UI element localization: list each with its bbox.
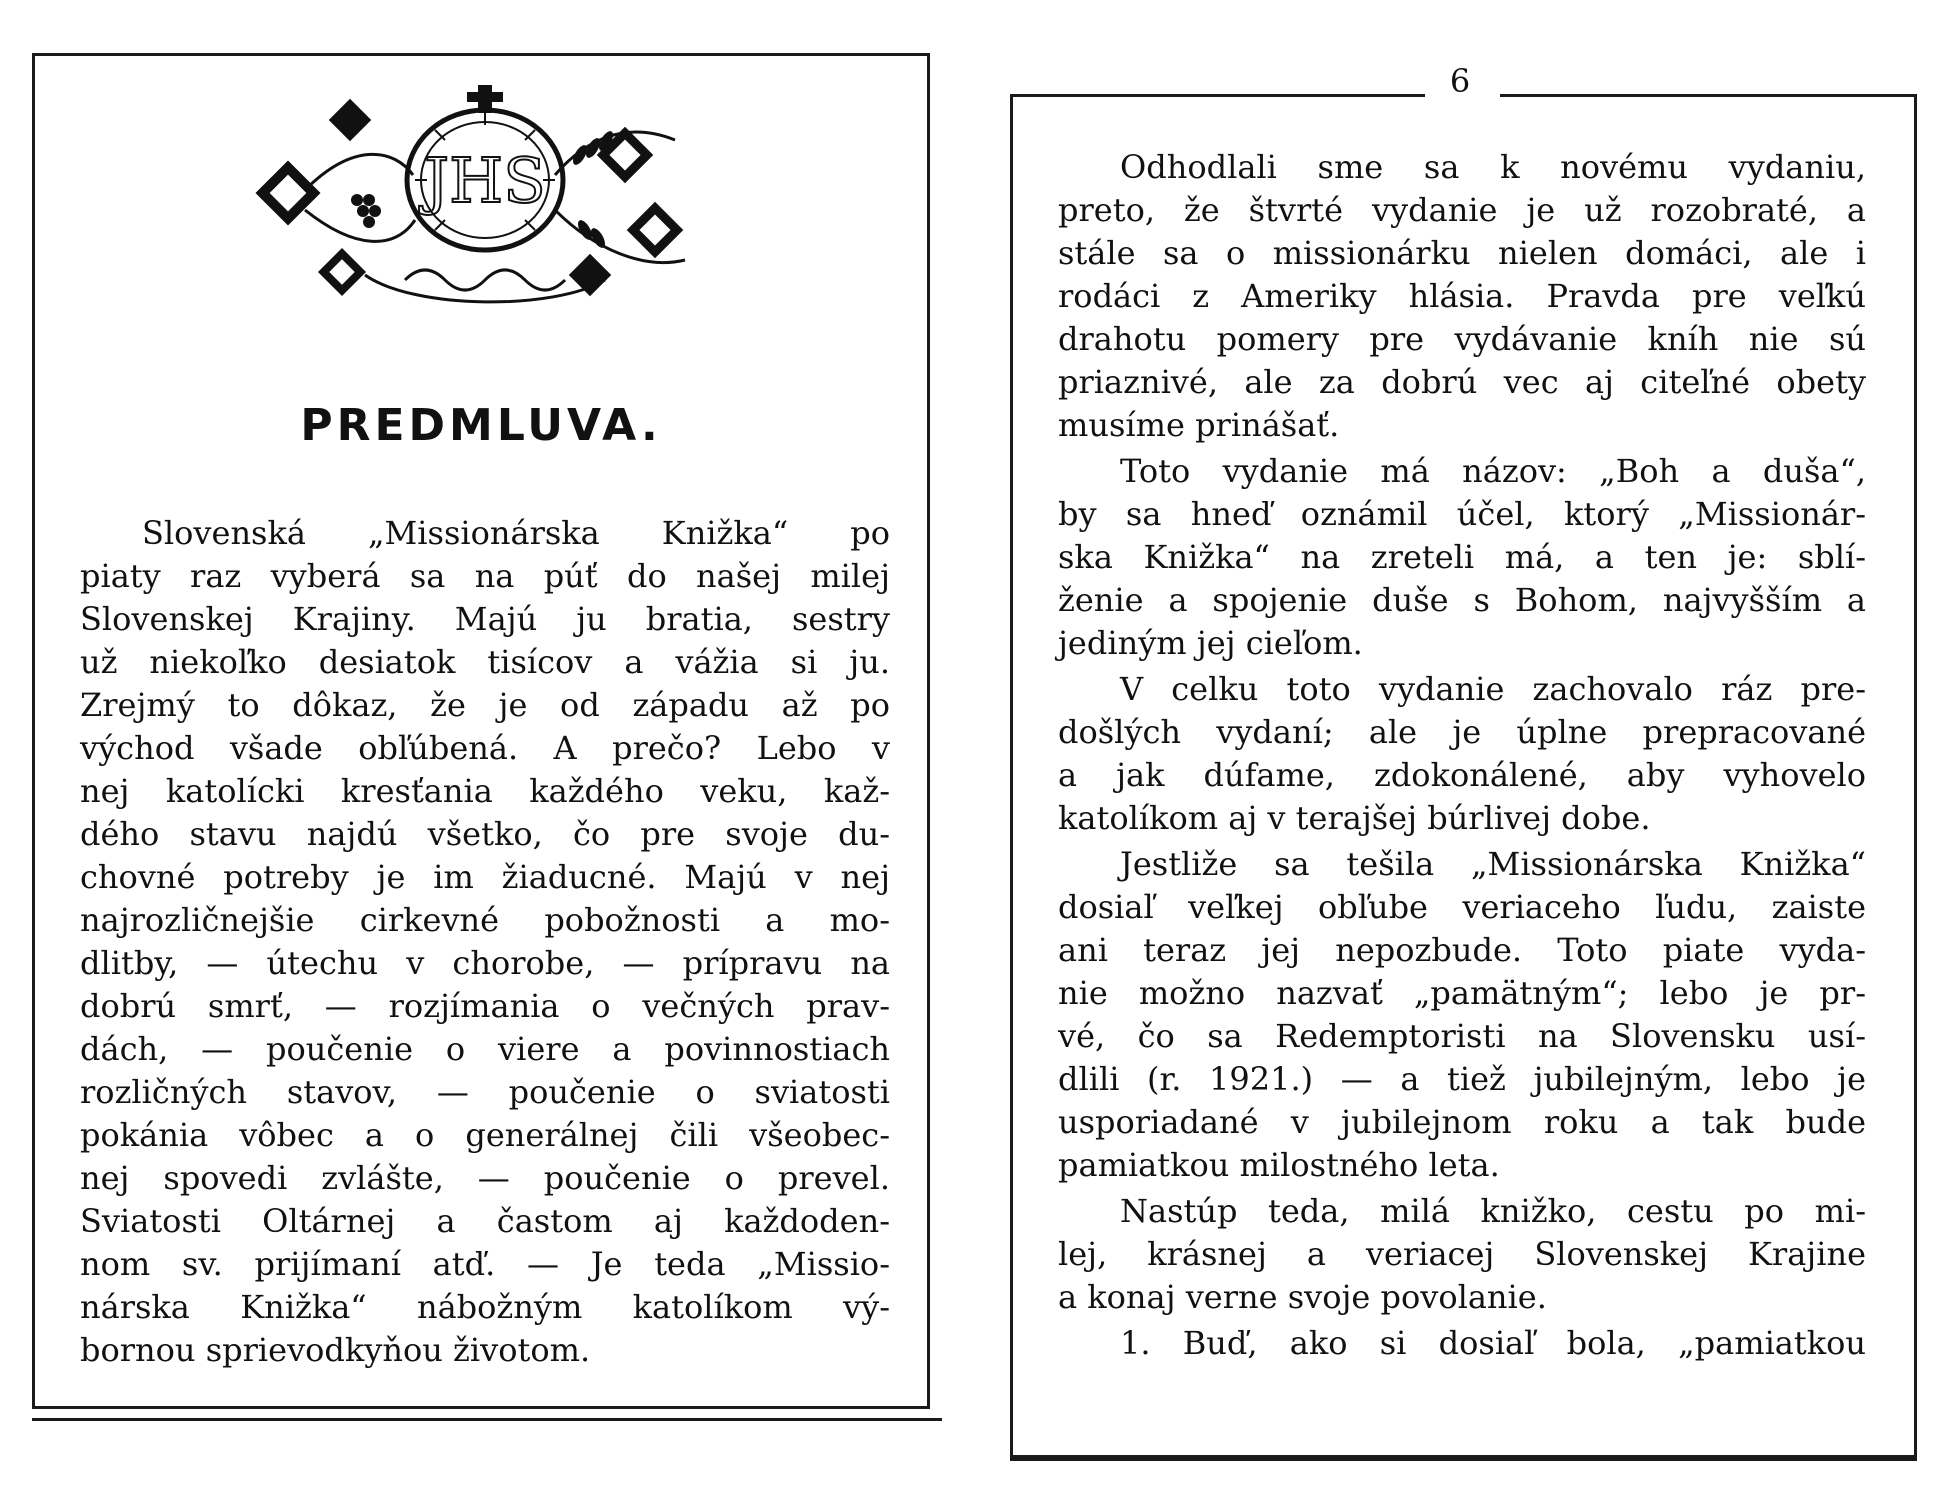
- text-line: bornou sprievodkyňou životom.: [80, 1331, 591, 1369]
- text-line: ani teraz jej nepozbude. Toto piate vyda-: [1058, 931, 1866, 969]
- text-line: stále sa o missionárku nielen domáci, ale i: [1058, 234, 1866, 272]
- text-line: katolíkom aj v terajšej búrlivej dobe.: [1058, 799, 1651, 837]
- jhs-ornament-icon: [245, 80, 725, 320]
- text-line: a jak dúfame, zdokonálené, aby vyhovelo: [1058, 756, 1866, 794]
- text-line: východ všade obľúbená. A prečo? Lebo v: [80, 729, 890, 767]
- text-line: nárska Knižka“ nábožným katolíkom vý-: [80, 1288, 890, 1326]
- text-line: nej spovedi zvlášte, — poučenie o prevel.: [80, 1159, 890, 1197]
- text-line: rozličných stavov, — poučenie o sviatosti: [80, 1073, 890, 1111]
- ornament-monogram: JHS: [424, 144, 546, 217]
- text-line: Zrejmý to dôkaz, že je od západu až po: [80, 686, 890, 724]
- text-line: usporiadané v jubilejnom roku a tak bude: [1058, 1103, 1866, 1141]
- text-line: dosiaľ veľkej obľube veriaceho ľudu, zaiste: [1058, 888, 1866, 926]
- text-line: už niekoľko desiatok tisícov a vážia si ju.: [80, 643, 890, 681]
- text-line: 1. Buď, ako si dosiaľ bola, „pamiatkou: [1120, 1324, 1866, 1362]
- page-number: 6: [1449, 62, 1471, 100]
- text-line: rodáci z Ameriky hlásia. Pravda pre veľkú: [1058, 277, 1866, 315]
- text-line: pamiatkou milostného leta.: [1058, 1146, 1500, 1184]
- text-line: musíme prinášať.: [1058, 406, 1340, 444]
- text-line: Odhodlali sme sa k novému vydaniu,: [1120, 148, 1866, 186]
- text-line: Sviatosti Oltárnej a častom aj každoden-: [80, 1202, 890, 1240]
- text-line: najrozličnejšie cirkevné pobožnosti a mo-: [80, 901, 890, 939]
- text-line: nie možno nazvať „pamätným“; lebo je pr-: [1058, 974, 1866, 1012]
- text-line: a konaj verne svoje povolanie.: [1058, 1278, 1547, 1316]
- text-line: Jestliže sa tešila „Missionárska Knižka“: [1120, 845, 1866, 883]
- text-line: vé, čo sa Redemptoristi na Slovensku usí-: [1058, 1017, 1866, 1055]
- text-line: dách, — poučenie o viere a povinnostiach: [80, 1030, 890, 1068]
- text-line: ženie a spojenie duše s Bohom, najvyšším a: [1058, 581, 1866, 619]
- text-line: chovné potreby je im žiaducné. Majú v nej: [80, 858, 890, 896]
- text-line: Slovenská „Missionárska Knižka“ po: [142, 514, 890, 552]
- text-line: drahotu pomery pre vydávanie kníh nie sú: [1058, 320, 1866, 358]
- text-line: by sa hneď oznámil účel, ktorý „Missionár-: [1058, 495, 1866, 533]
- left-page-bottom-rule: [32, 1418, 942, 1421]
- paragraph: [1058, 668, 1866, 840]
- text-line: jediným jej cieľom.: [1058, 624, 1363, 662]
- paragraph: [1058, 450, 1866, 665]
- paragraph: [1058, 1322, 1866, 1365]
- right-page-body: [1058, 146, 1866, 1368]
- text-line: priaznivé, ale za dobrú vec aj citeľné obety: [1058, 363, 1866, 401]
- text-line: lej, krásnej a veriacej Slovenskej Krajine: [1058, 1235, 1866, 1273]
- paragraph: [1058, 1190, 1866, 1319]
- text-line: ska Knižka“ na zreteli má, a ten je: sblí-: [1058, 538, 1866, 576]
- text-line: dlili (r. 1921.) — a tiež jubilejným, lebo je: [1058, 1060, 1866, 1098]
- text-line: piaty raz vyberá sa na púť do našej milej: [80, 557, 890, 595]
- text-line: Toto vydanie má názov: „Boh a duša“,: [1120, 452, 1866, 490]
- text-line: Slovenskej Krajiny. Majú ju bratia, sestry: [80, 600, 890, 638]
- text-line: došlých vydaní; ale je úplne prepracované: [1058, 713, 1866, 751]
- left-page-body: [80, 512, 890, 1372]
- paragraph: [1058, 843, 1866, 1187]
- text-line: V celku toto vydanie zachovalo ráz pre-: [1120, 670, 1866, 708]
- right-page-bottom-rule: [1010, 1458, 1917, 1461]
- text-line: dlitby, — útechu v chorobe, — prípravu na: [80, 944, 890, 982]
- text-line: nom sv. prijímaní atď. — Je teda „Missio-: [80, 1245, 890, 1283]
- text-line: Nastúp teda, milá knižko, cestu po mi-: [1120, 1192, 1866, 1230]
- text-line: dobrú smrť, — rozjímania o večných prav-: [80, 987, 890, 1025]
- text-line: nej katolícki kresťania každého veku, kaž-: [80, 772, 890, 810]
- text-line: pokánia vôbec a o generálnej čili všeobec-: [80, 1116, 890, 1154]
- page-title: PREDMLUVA.: [300, 400, 662, 451]
- text-line: dého stavu najdú všetko, čo pre svoje du-: [80, 815, 890, 853]
- text-line: preto, že štvrté vydanie je už rozobraté, a: [1058, 191, 1866, 229]
- paragraph: [1058, 146, 1866, 447]
